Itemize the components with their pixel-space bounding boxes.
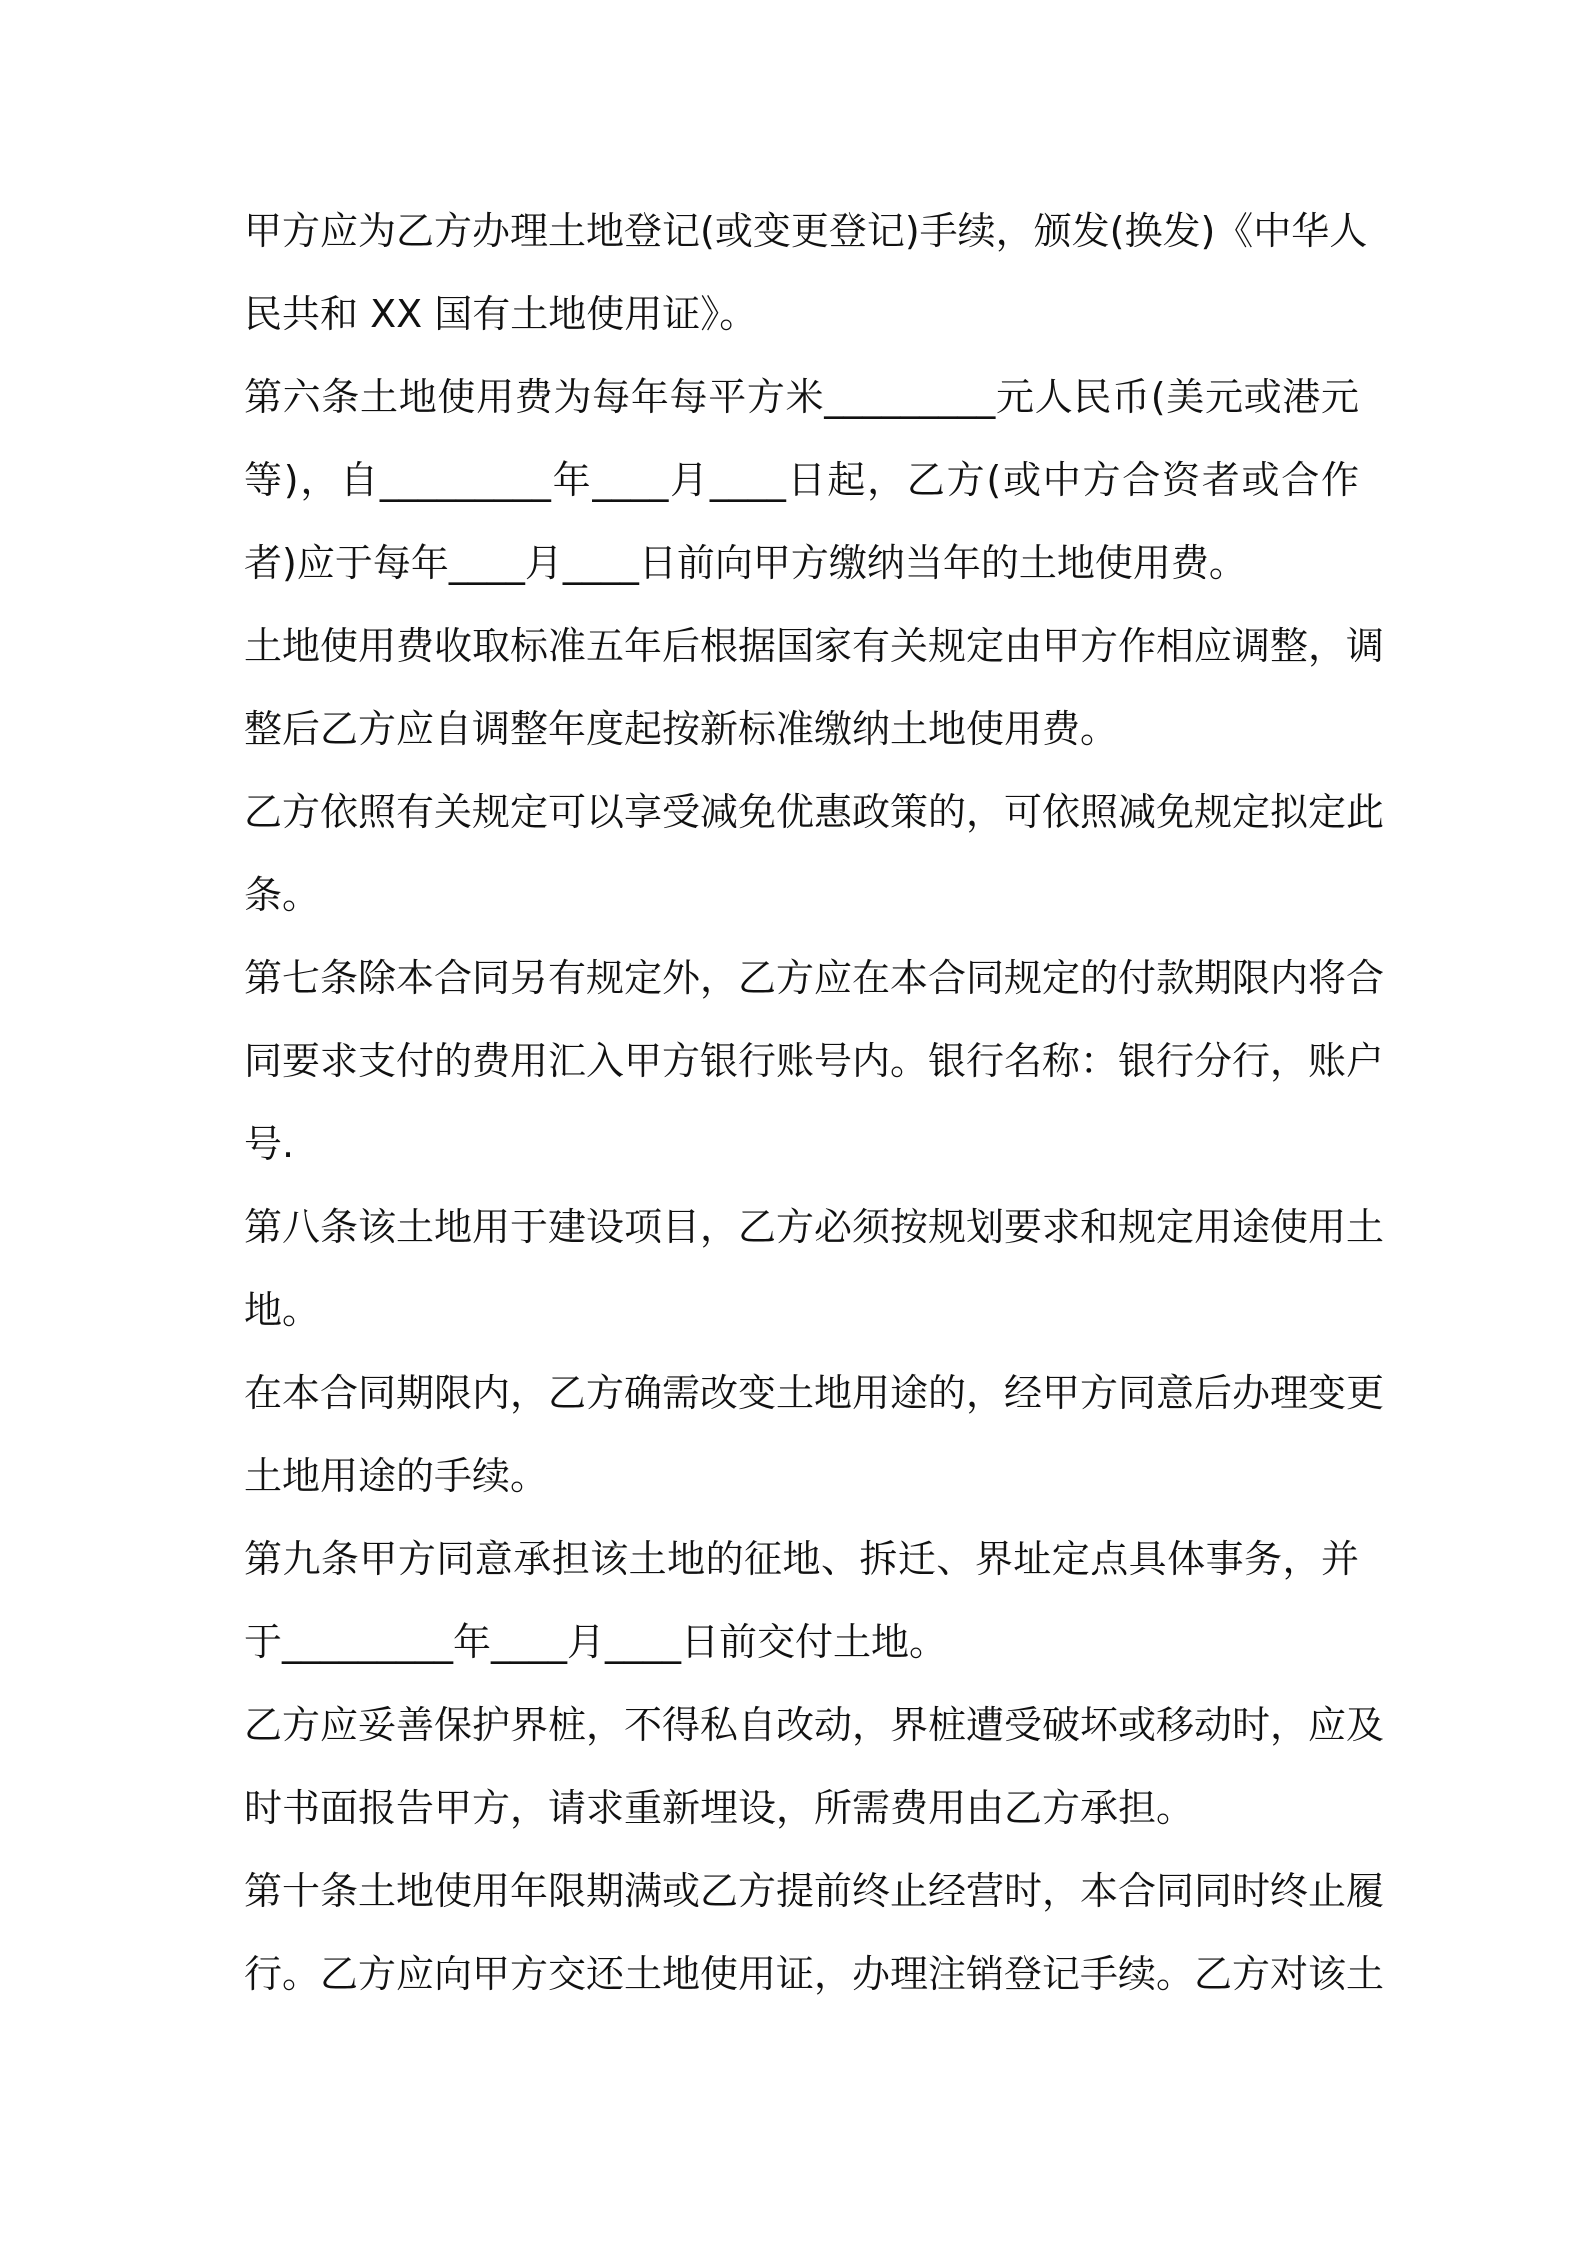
- text-line: 土地使用费收取标准五年后根据国家有关规定由甲方作相应调整，调: [244, 624, 1385, 668]
- text-line: 整后乙方应自调整年度起按新标准缴纳土地使用费。: [244, 707, 1119, 751]
- text-line: 条。: [244, 873, 321, 917]
- text-line: 同要求支付的费用汇入甲方银行账号内。银行名称：银行分行，账户: [244, 1039, 1385, 1083]
- text-line: 第九条甲方同意承担该土地的征地、拆迁、界址定点具体事务，并: [244, 1537, 1359, 1581]
- text-line: 者)应于每年____月____日前向甲方缴纳当年的土地使用费。: [244, 541, 1247, 585]
- text-line: 等)，自_________年____月____日起，乙方(或中方合资者或合作: [244, 458, 1359, 502]
- text-line: 民共和 XX 国有土地使用证》。: [244, 292, 758, 336]
- text-line: 甲方应为乙方办理土地登记(或变更登记)手续，颁发(换发)《中华人: [244, 209, 1368, 253]
- text-line: 乙方应妥善保护界桩，不得私自改动，界桩遭受破坏或移动时，应及: [244, 1703, 1385, 1747]
- text-line: 第八条该土地用于建设项目，乙方必须按规划要求和规定用途使用土: [244, 1205, 1385, 1249]
- text-line: 第六条土地使用费为每年每平方米_________元人民币(美元或港元: [244, 375, 1359, 419]
- text-line: 地。: [244, 1288, 321, 1332]
- text-line: 第七条除本合同另有规定外，乙方应在本合同规定的付款期限内将合: [244, 956, 1385, 1000]
- text-line: 时书面报告甲方，请求重新埋设，所需费用由乙方承担。: [244, 1786, 1195, 1830]
- text-line: 土地用途的手续。: [244, 1454, 549, 1498]
- text-line: 第十条土地使用年限期满或乙方提前终止经营时，本合同同时终止履: [244, 1869, 1385, 1913]
- text-line: 乙方依照有关规定可以享受减免优惠政策的，可依照减免规定拟定此: [244, 790, 1385, 834]
- text-line: 号.: [244, 1122, 295, 1166]
- text-line: 于_________年____月____日前交付土地。: [244, 1620, 948, 1664]
- text-line: 在本合同期限内，乙方确需改变土地用途的，经甲方同意后办理变更: [244, 1371, 1385, 1415]
- text-line: 行。乙方应向甲方交还土地使用证，办理注销登记手续。乙方对该土: [244, 1952, 1385, 1996]
- document-page: [244, 0, 1385, 2244]
